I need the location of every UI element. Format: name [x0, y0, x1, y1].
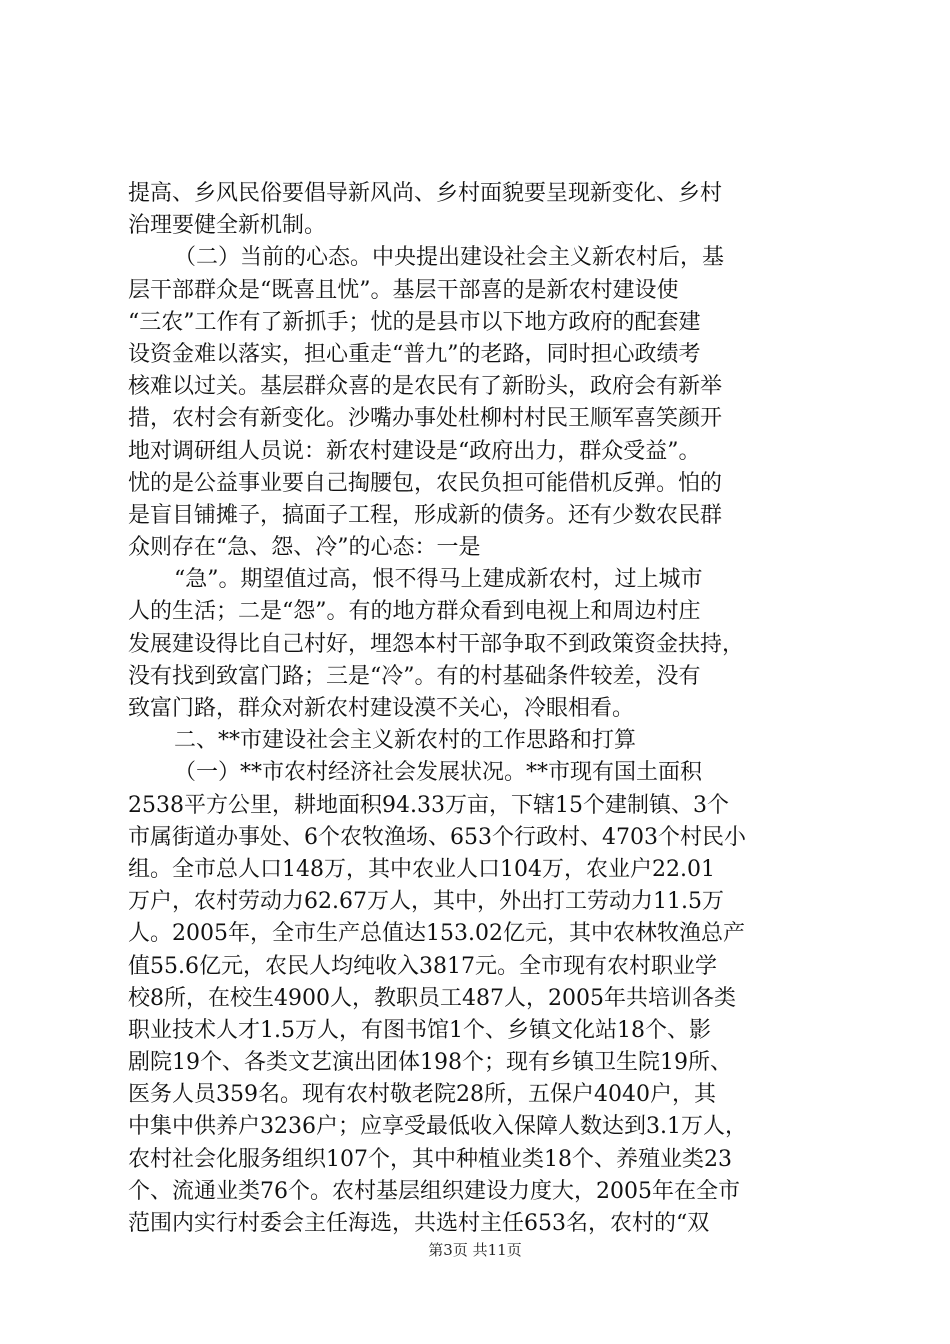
text-line: 医务人员359名。现有农村敬老院28所，五保户4040户，其	[128, 1082, 716, 1108]
text-line: 治理要健全新机制。	[128, 213, 327, 239]
text-line: 组。全市总人口148万，其中农业人口104万，农业户22.01	[128, 856, 715, 882]
body-text	[128, 178, 828, 1240]
text-line: 措，农村会有新变化。沙嘴办事处杜柳村村民王顺军喜笑颜开	[128, 406, 723, 432]
text-line: 发展建设得比自己村好，埋怨本村干部争取不到政策资金扶持，	[128, 631, 745, 657]
section-heading: 二、**市建设社会主义新农村的工作思路和打算	[174, 728, 637, 754]
text-line: 致富门路，群众对新农村建设漠不关心，冷眼相看。	[128, 696, 635, 721]
text-line: 市属街道办事处、6个农牧渔场、653个行政村、4703个村民小	[128, 824, 746, 850]
text-line: （一）**市农村经济社会发展状况。**市现有国土面积	[174, 760, 703, 786]
text-line: 是盲目铺摊子，搞面子工程，形成新的债务。还有少数农民群	[128, 502, 723, 528]
text-line: 设资金难以落实，担心重走“普九”的老路，同时担心政绩考	[128, 341, 701, 367]
text-line: 校8所，在校生4900人，教职员工487人，2005年共培训各类	[128, 985, 736, 1011]
text-line: 众则存在“急、怨、冷”的心态：一是	[128, 535, 481, 561]
text-line: “急”。期望值过高，恨不得马上建成新农村，过上城市	[174, 567, 703, 593]
text-line: 中集中供养户3236户；应享受最低收入保障人数达到3.1万人，	[128, 1114, 747, 1140]
text-line: 地对调研组人员说：新农村建设是“政府出力，群众受益”。	[128, 438, 701, 464]
text-line: “三农”工作有了新抓手；忧的是县市以下地方政府的配套建	[128, 309, 701, 335]
text-line: 忧的是公益事业要自己掏腰包，农民负担可能借机反弹。怕的	[128, 470, 723, 496]
text-line: 层干部群众是“既喜且忧”。基层干部喜的是新农村建设使	[128, 277, 679, 303]
text-line: （二）当前的心态。中央提出建设社会主义新农村后，基	[174, 245, 725, 271]
text-line: 剧院19个、各类文艺演出团体198个；现有乡镇卫生院19所、	[128, 1050, 732, 1076]
text-line: 人。2005年，全市生产总值达153.02亿元，其中农林牧渔总产	[128, 921, 745, 947]
text-line: 万户，农村劳动力62.67万人，其中，外出打工劳动力11.5万	[128, 889, 724, 915]
text-line: 值55.6亿元，农民人均纯收入3817元。全市现有农村职业学	[128, 953, 717, 979]
text-line: 个、流通业类76个。农村基层组织建设力度大，2005年在全市	[128, 1178, 740, 1204]
text-line: 职业技术人才1.5万人，有图书馆1个、乡镇文化站18个、影	[128, 1017, 711, 1043]
text-line: 范围内实行村委会主任海选，共选村主任653名，农村的“双	[128, 1211, 710, 1236]
text-line: 2538平方公里，耕地面积94.33万亩，下辖15个建制镇、3个	[128, 792, 729, 818]
text-line: 没有找到致富门路；三是“冷”。有的村基础条件较差，没有	[128, 663, 701, 689]
text-line: 人的生活；二是“怨”。有的地方群众看到电视上和周边村庄	[128, 599, 701, 625]
text-line: 提高、乡风民俗要倡导新风尚、乡村面貌要呈现新变化、乡村	[128, 181, 723, 206]
text-line: 农村社会化服务组织107个，其中种植业类18个、养殖业类23	[128, 1146, 732, 1172]
text-line: 核难以过关。基层群众喜的是农民有了新盼头，政府会有新举	[128, 374, 723, 400]
page-footer: 第3页 共11页	[428, 1241, 522, 1259]
